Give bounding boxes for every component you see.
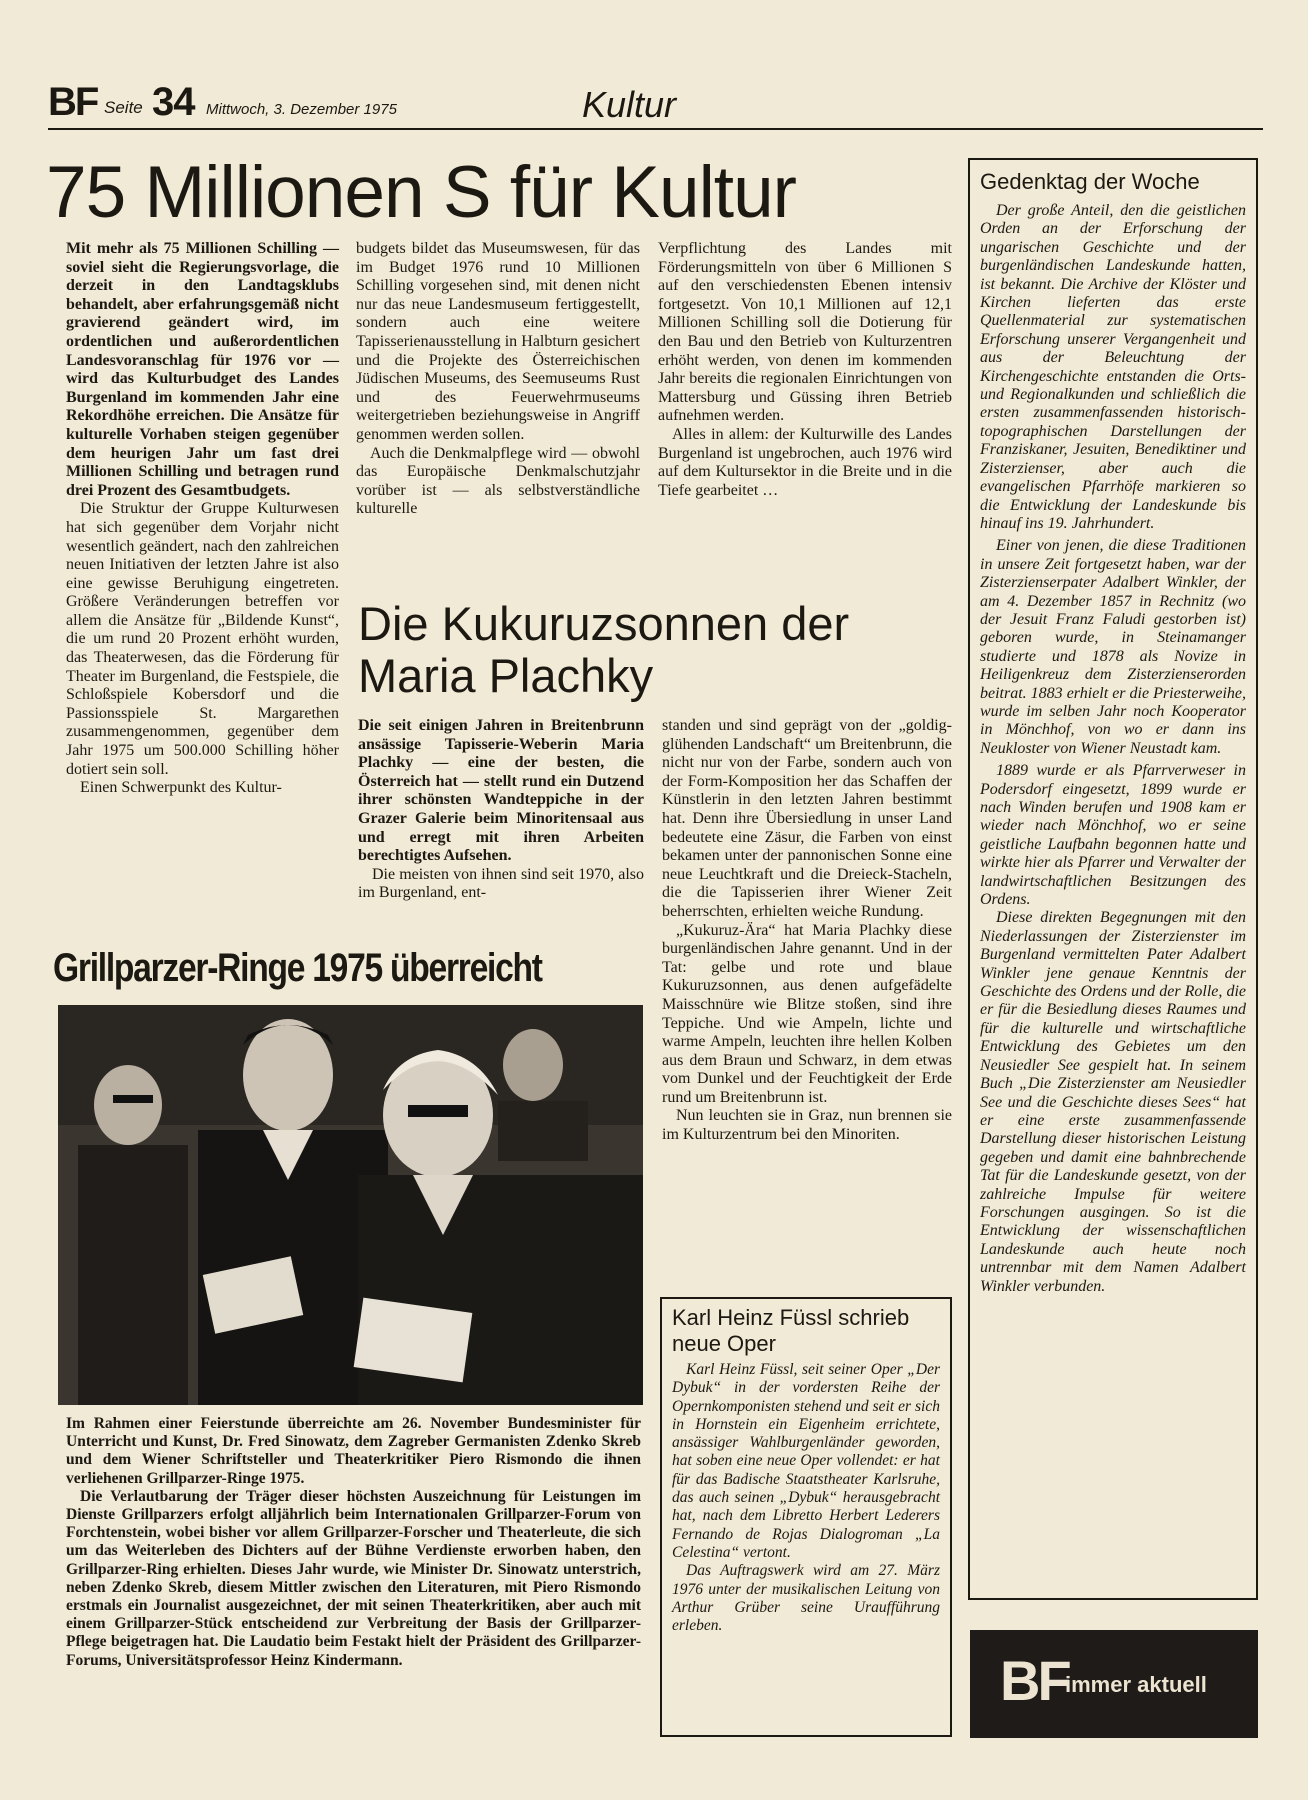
- plachky-paragraph: standen und sind geprägt von der „goldig-glühenden Landschaft“ um Breitenbrunn, die nicht nur von der Farbe, sondern auch von der Form-Komposition her das Schaffen der Künstlerin in den letzten Jahren bestimmt hat. Denn ihre Übersiedlung in unser Land bedeutete eine Zäsur, die Farben von einst bekamen unter der pannonischen Sonne eine neue Leuchtkraft und die Dreieck-Stacheln, die die Tapisserien ihrer Wiener Zeit beherrschten, erhielten weiche Rundung.: [662, 717, 952, 920]
- masthead-logo: BF: [48, 80, 98, 124]
- fuessl-headline: Karl Heinz Füssl schrieb neue Oper: [672, 1305, 910, 1356]
- ceremony-photo-illustration: [58, 1005, 643, 1405]
- plachky-paragraph: „Kukuruz-Ära“ hat Maria Plachky diese burgenländischen Jahre genannt. Und in der Tat: gelbe und rote und blaue Kukuruzsonnen, aus denen aufgefädelte Maisschnüre wie Blitze stoßen, sind ihre Teppiche. Und wie Ampeln, lichte und warme Ampeln, leuchten ihre hellen Kolben aus dem Braun und Schwarz, in dem etwas vom Dunkel und der Feuchtigkeit der Erde rund um Breitenbrunn ist.: [662, 921, 952, 1106]
- bf-advertisement: [970, 1630, 1258, 1738]
- plachky-intro: Die seit einigen Jahren in Breitenbrunn ansässige Tapisserie-Weberin Maria Plachky — eine der besten, die Österreich hat — stellt rund ein Dutzend ihrer schönsten Wandteppiche in der Grazer Galerie beim Minoritensaal aus und erregt mit ihren Arbeiten berechtigtes Aufsehen.: [358, 717, 644, 865]
- ad-logo: BF: [1000, 1649, 1069, 1712]
- page-number: 34: [152, 80, 195, 124]
- plachky-paragraph: Nun leuchten sie in Graz, nun brennen sie im Kulturzentrum bei den Minoriten.: [662, 1107, 952, 1144]
- ad-slogan: immer aktuell: [1065, 1672, 1207, 1697]
- masthead-rule: [48, 128, 1263, 130]
- plachky-paragraph: Die meisten von ihnen sind seit 1970, also im Burgenland, ent-: [358, 865, 644, 902]
- section-title: Kultur: [582, 84, 677, 125]
- lead-paragraph: Auch die Denkmalpflege wird — obwohl das Europäische Denkmalschutzjahr vorüber ist — als selbstverständliche kulturelle: [356, 444, 640, 518]
- gedenktag-box: [968, 158, 1258, 1600]
- lead-paragraph: Einen Schwerpunkt des Kultur-: [80, 779, 282, 797]
- lead-column-1: [66, 240, 339, 798]
- lead-paragraph: Verpflichtung des Landes mit Förderungsmitteln von über 6 Millionen S auf den verschiedensten Ebenen intensiv fortgesetzt. Von 10,1 Millionen auf 12,1 Millionen Schilling soll die Dotierung für den Bau und den Betrieb von Kulturzentren erhöht werden, von denen im kommenden Jahr bereits die regionalen Einrichtungen von Mattersburg und Güssing ihren Betrieb aufnehmen werden.: [658, 240, 952, 425]
- plachky-column-2: [662, 717, 952, 1145]
- lead-paragraph: Die Struktur der Gruppe Kulturwesen hat sich gegenüber dem Vorjahr nicht wesentlich geändert, nach den zahlreichen neuen Initiativen der letzten Jahre ist also eine gewisse Beruhigung eingetreten. Größere Veränderungen betreffen vor allem die Ansätze für „Bildende Kunst“, die um rund 20 Prozent erhöht wurden, das Theaterwesen, das die Förderung für Theater im Burgenland, die Festspiele, die Schloßspiele Kobersdorf und die Passionsspiele St. Margarethen zusammengenommen, gegenüber dem Jahr 1975 um 500.000 Schilling höher dotiert sein soll.: [66, 500, 339, 778]
- grillparzer-paragraph: Die Verlautbarung der Träger dieser höchsten Auszeichnung für Leistungen im Dienste Grillparzers erfolgt alljährlich beim Internationalen Grillparzer-Forum von Forchtenstein, wobei bisher vor allem Grillparzer-Forscher und Theaterleute, die sich um das Weiterleben des Dichters auf der Bühne Verdienste erworben haben, den Grillparzer-Ring erhielten. Dieses Jahr wurde, wie Minister Dr. Sinowatz unterstrich, neben Zdenko Skreb, diesem Mittler zwischen den Literaturen, mit Piero Rismondo erstmals ein Journalist ausgezeichnet, der mit seinen Theaterkritiken, aber auch mit einem Grillparzer-Stück entscheidend zur Verbreitung der Basis der Grillparzer-Pflege beigetragen hat. Die Laudatio beim Festakt hielt der Präsident des Grillparzer-Forums, Universitätsprofessor Heinz Kindermann.: [66, 1487, 641, 1669]
- gedenktag-headline: Gedenktag der Woche: [980, 169, 1200, 194]
- lead-intro: Mit mehr als 75 Millionen Schilling — soviel sieht die Regierungsvorlage, die derzeit in den Landtagsklubs behandelt, aber erfahrungsgemäß nicht gravierend geändert wird, im ordentlichen und außerordentlichen Landesvoranschlag für 1976 vor — wird das Kulturbudget des Landes Burgenland im kommenden Jahr eine Rekordhöhe erreichen. Die Ansätze für kulturelle Vorhaben steigen gegenüber dem heurigen Jahr um fast drei Millionen Schilling und betragen rund drei Prozent des Gesamtbudgets.: [66, 240, 339, 499]
- lead-paragraph: Alles in allem: der Kulturwille des Landes Burgenland ist ungebrochen, auch 1976 wird auf dem Kultursektor in die Breite und in die Tiefe gearbeitet …: [658, 425, 952, 499]
- gedenktag-paragraph: Einer von jenen, die diese Traditionen in unsere Zeit fortgesetzt haben, war der Zisterzienserpater Adalbert Winkler, der am 4. Dezember 1857 in Rechnitz (wo der Jesuit Franz Faludi gestorben ist) geboren wurde, in Steinamanger studierte und 1878 als Novize in Heiligenkreuz dem Zisterzienserorden beitrat. 1883 erhielt er die Priesterweihe, wurde im selben Jahr noch Kooperator in Mönchhof, von wo er dann ins Neukloster von Wiener Neustadt kam.: [980, 537, 1246, 757]
- grillparzer-headline: Grillparzer-Ringe 1975 überreicht: [53, 946, 542, 990]
- grillparzer-caption: [66, 1415, 641, 1670]
- grillparzer-caption-lead: Im Rahmen einer Feierstunde überreichte am 26. November Bundesminister für Unterricht und Kunst, Dr. Fred Sinowatz, dem Zagreber Germanisten Zdenko Skreb und dem Wiener Schriftsteller und Theaterkritiker Piero Rismondo die ihnen verliehenen Grillparzer-Ringe 1975.: [66, 1415, 641, 1487]
- gedenktag-paragraph: 1889 wurde er als Pfarrverweser in Podersdorf eingesetzt, 1899 wurde er nach Winden berufen und 1908 kam er wieder nach Mönchhof, wo er seine geistliche Laufbahn begonnen hatte und wirkte hier als Pfarrer und Verwalter der landwirtschaftlichen Besitzungen des Ordens.: [980, 762, 1246, 909]
- seite-label: Seite: [104, 98, 143, 117]
- plachky-column-1: [358, 717, 644, 903]
- lead-headline: 75 Millionen S für Kultur: [46, 152, 796, 233]
- fuessl-paragraph: Das Auftragswerk wird am 27. März 1976 unter der musikalischen Leitung von Arthur Grüber seine Uraufführung erleben.: [672, 1562, 940, 1635]
- lead-paragraph: budgets bildet das Museumswesen, für das im Budget 1976 rund 10 Millionen Schilling vorgesehen sind, mit denen nicht nur das neue Landesmuseum fertiggestellt, sondern auch eine weitere Tapisserienausstellung in Halbturn gesichert und die Projekte des Österreichischen Jüdischen Museums, des Seemuseums Rust und des Feuerwehrmuseums weitergetrieben beziehungsweise in Angriff genommen werden sollen.: [356, 240, 640, 443]
- gedenktag-paragraph: Der große Anteil, den die geistlichen Orden an der Erforschung der ungarischen Geschichte und der burgenländischen Landeskunde hatten, ist bekannt. Die Archive der Klöster und Kirchen lieferten das erste Quellenmaterial zur systematischen Erforschung unserer Vergangenheit und aus der Beleuchtung der Kirchengeschichte entstanden die Orts- und Regionalkunden und schließlich die ersten zusammenfassenden historisch-topographischen Darstellungen der Franziskaner, Jesuiten, Benediktiner und Zisterzienser, aber auch die evangelischen Pfarrhöfe markieren so die Entwicklung der Landeskunde bis hinauf ins 19. Jahrhundert.: [980, 202, 1246, 532]
- lead-column-3: [658, 240, 952, 500]
- fuessl-paragraph: Karl Heinz Füssl, seit seiner Oper „Der Dybuk“ in der vordersten Reihe der Opernkomponisten stehend und seit er sich in Hornstein ein Eigenheim errichtete, ansässiger Wahlburgenländer geworden, hat soben eine neue Oper vollendet: er hat für das Badische Staatstheater Karlsruhe, das auch seinen „Dybuk“ herausgebracht hat, nach dem Libretto Herbert Lederers Fernando de Rojas Dialogroman „La Celestina“ vertont.: [672, 1361, 940, 1561]
- plachky-headline: Die Kukuruzsonnen der Maria Plachky: [358, 597, 850, 702]
- ceremony-photo: [58, 1005, 643, 1405]
- fuessl-box: [660, 1297, 952, 1737]
- gedenktag-paragraph: Diese direkten Begegnungen mit den Niederlassungen der Zisterzienster im Burgenland vermittelten Pater Adalbert Winkler jene genaue Kenntnis der Geschichte des Ordens und der Rolle, die er für die Besiedlung dieses Raumes und für die kulturelle und wirtschaftliche Entwicklung des Gebietes um den Neusiedler See gespielt hat. In seinem Buch „Die Zisterzienster am Neusiedler See und die Geschichte dieses Sees“ hat er eine erste zusammenfassende Darstellung dieser historischen Leistung gegeben und damit eine bahnbrechende Tat für die Landeskunde gesetzt, von der zahlreiche Impulse für weitere Forschungen ausgingen. So ist die Entwicklung der wissenschaftlichen Landeskunde auch heute noch untrennbar mit dem Namen Adalbert Winkler verbunden.: [980, 909, 1246, 1295]
- issue-date: Mittwoch, 3. Dezember 1975: [206, 101, 397, 118]
- lead-column-2: [356, 240, 640, 519]
- masthead: [48, 80, 1263, 130]
